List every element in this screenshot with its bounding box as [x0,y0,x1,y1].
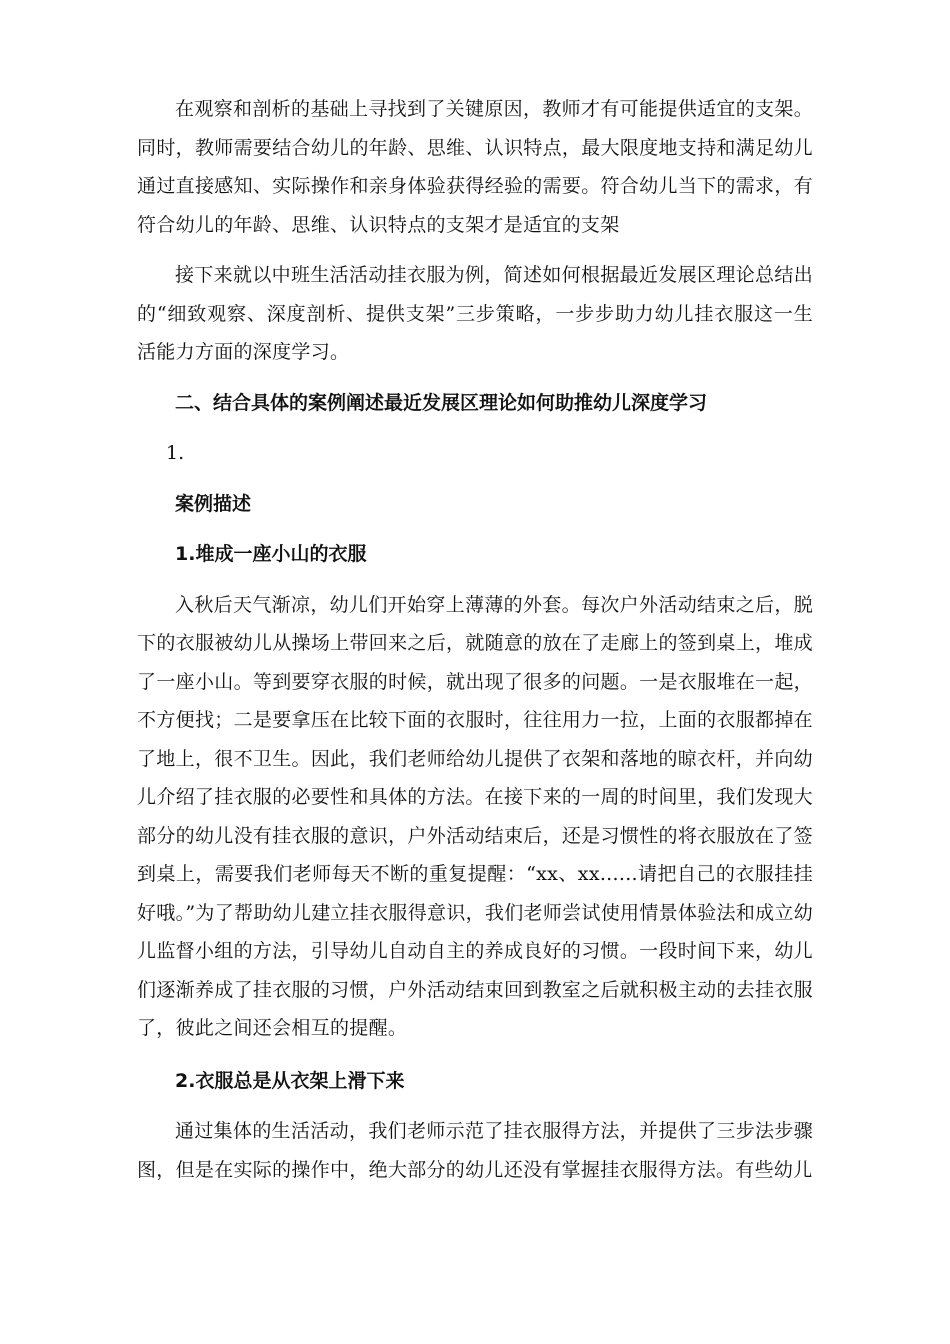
case-description-heading: 案例描述 [175,492,252,515]
paragraph-case-2: 通过集体的生活活动，我们老师示范了挂衣服得方法，并提供了三步法步骤图，但是在实际的操作中，绝大部分的幼儿还没有掌握挂衣服得方法。有些幼儿 [137,1120,813,1181]
document-page [137,90,813,1189]
case-1-heading: 1.堆成一座小山的衣服 [175,543,367,565]
list-marker: 1. [166,442,185,464]
paragraph-support-frame: 在观察和剖析的基础上寻找到了关键原因，教师才有可能提供适宜的支架。同时，教师需要结合幼儿的年龄、思维、认识特点，最大限度地支持和满足幼儿通过直接感知、实际操作和亲身体验获得经验的需要。符合幼儿当下的需求，有符合幼儿的年龄、思维、认识特点的支架才是适宜的支架 [137,98,813,236]
section-heading: 二、结合具体的案例阐述最近发展区理论如何助推幼儿深度学习 [175,391,708,414]
paragraph-case-1: 入秋后天气渐凉，幼儿们开始穿上薄薄的外套。每次户外活动结束之后，脱下的衣服被幼儿从操场上带回来之后，就随意的放在了走廊上的签到桌上，堆成了一座小山。等到要穿衣服的时候，就出现了很多的问题。一是衣服堆在一起，不方便找；二是要拿压在比较下面的衣服时，往往用力一拉，上面的衣服都掉在了地上，很不卫生。因此，我们老师给幼儿提供了衣架和落地的晾衣杆，并向幼儿介绍了挂衣服的必要性和具体的方法。在接下来的一周的时间里，我们发现大部分的幼儿没有挂衣服的意识，户外活动结束后，还是习惯性的将衣服放在了签到桌上，需要我们老师每天不断的重复提醒：“xx、xx......请把自己的衣服挂挂好哦。”为了帮助幼儿建立挂衣服得意识，我们老师尝试使用情景体验法和成立幼儿监督小组的方法，引导幼儿自动自主的养成良好的习惯。一段时间下来，幼儿们逐渐养成了挂衣服的习惯，户外活动结束回到教室之后就积极主动的去挂衣服了，彼此之间还会相互的提醒。 [137,593,814,1039]
case-2-heading: 2.衣服总是从衣架上滑下来 [175,1069,405,1092]
paragraph-intro-case: 接下来就以中班生活活动挂衣服为例，简述如何根据最近发展区理论总结出的“细致观察、深度剖析、提供支架”三步策略，一步步助力幼儿挂衣服这一生活能力方面的深度学习。 [137,264,813,363]
